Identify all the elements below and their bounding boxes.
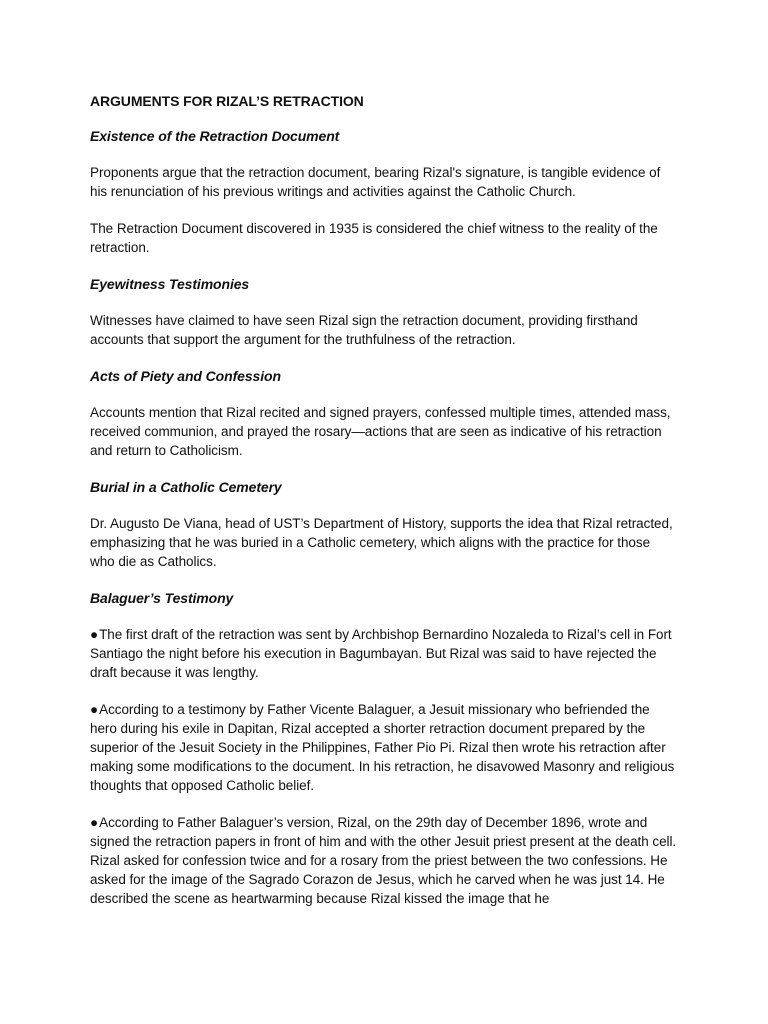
document-title: ARGUMENTS FOR RIZAL’S RETRACTION [90, 93, 364, 109]
bullet-paragraph [90, 813, 678, 908]
section-heading-catholic-burial: Burial in a Catholic Cemetery [90, 479, 282, 495]
bullet-text: According to Father Balaguer’s version, Rizal, on the 29th day of December 1896, wrote and signed the retraction papers in front of him and with the other Jesuit priest present at the death cell. Rizal asked for confession twice and for a rosary from the priest between the two confessions. He asked for the image of the Sagrado Corazon de Jesus, which he carved when he was just 14. He described the scene as heartwarming because Rizal kissed the image that he [90, 815, 677, 906]
section-heading-acts-of-piety: Acts of Piety and Confession [90, 368, 281, 384]
bullet-paragraph [90, 700, 678, 795]
bullet-icon: ● [90, 702, 99, 717]
paragraph: The Retraction Document discovered in 1935 is considered the chief witness to the reality of the retraction. [90, 221, 658, 255]
bullet-icon: ● [90, 815, 99, 830]
paragraph: Witnesses have claimed to have seen Rizal sign the retraction document, providing firsthand accounts that support the argument for the truthfulness of the retraction. [90, 313, 638, 347]
section-heading-retraction-document: Existence of the Retraction Document [90, 128, 340, 144]
bullet-icon: ● [90, 627, 99, 642]
bullet-text: The first draft of the retraction was sent by Archbishop Bernardino Nozaleda to Rizal’s cell in Fort Santiago the night before his execution in Bagumbayan. But Rizal was said to have rejected the draft because it was lengthy. [90, 627, 672, 680]
bullet-text: According to a testimony by Father Vicente Balaguer, a Jesuit missionary who befriended the hero during his exile in Dapitan, Rizal accepted a shorter retraction document prepared by the superior of the Jesuit Society in the Philippines, Father Pio Pi. Rizal then wrote his retraction after making some modifications to the document. In his retraction, he disavowed Masonry and religious thoughts that opposed Catholic belief. [90, 702, 675, 793]
paragraph: Dr. Augusto De Viana, head of UST’s Department of History, supports the idea that Rizal retracted, emphasizing that he was buried in a Catholic cemetery, which aligns with the practice for those who die as Catholics. [90, 516, 673, 569]
section-heading-eyewitness-testimonies: Eyewitness Testimonies [90, 276, 250, 292]
bullet-paragraph [90, 625, 678, 682]
paragraph: Proponents argue that the retraction document, bearing Rizal's signature, is tangible evidence of his renunciation of his previous writings and activities against the Catholic Church. [90, 165, 661, 199]
section-heading-balaguer-testimony: Balaguer’s Testimony [90, 590, 234, 606]
paragraph: Accounts mention that Rizal recited and signed prayers, confessed multiple times, attended mass, received communion, and prayed the rosary—actions that are seen as indicative of his retraction and return to Catholicism. [90, 405, 671, 458]
